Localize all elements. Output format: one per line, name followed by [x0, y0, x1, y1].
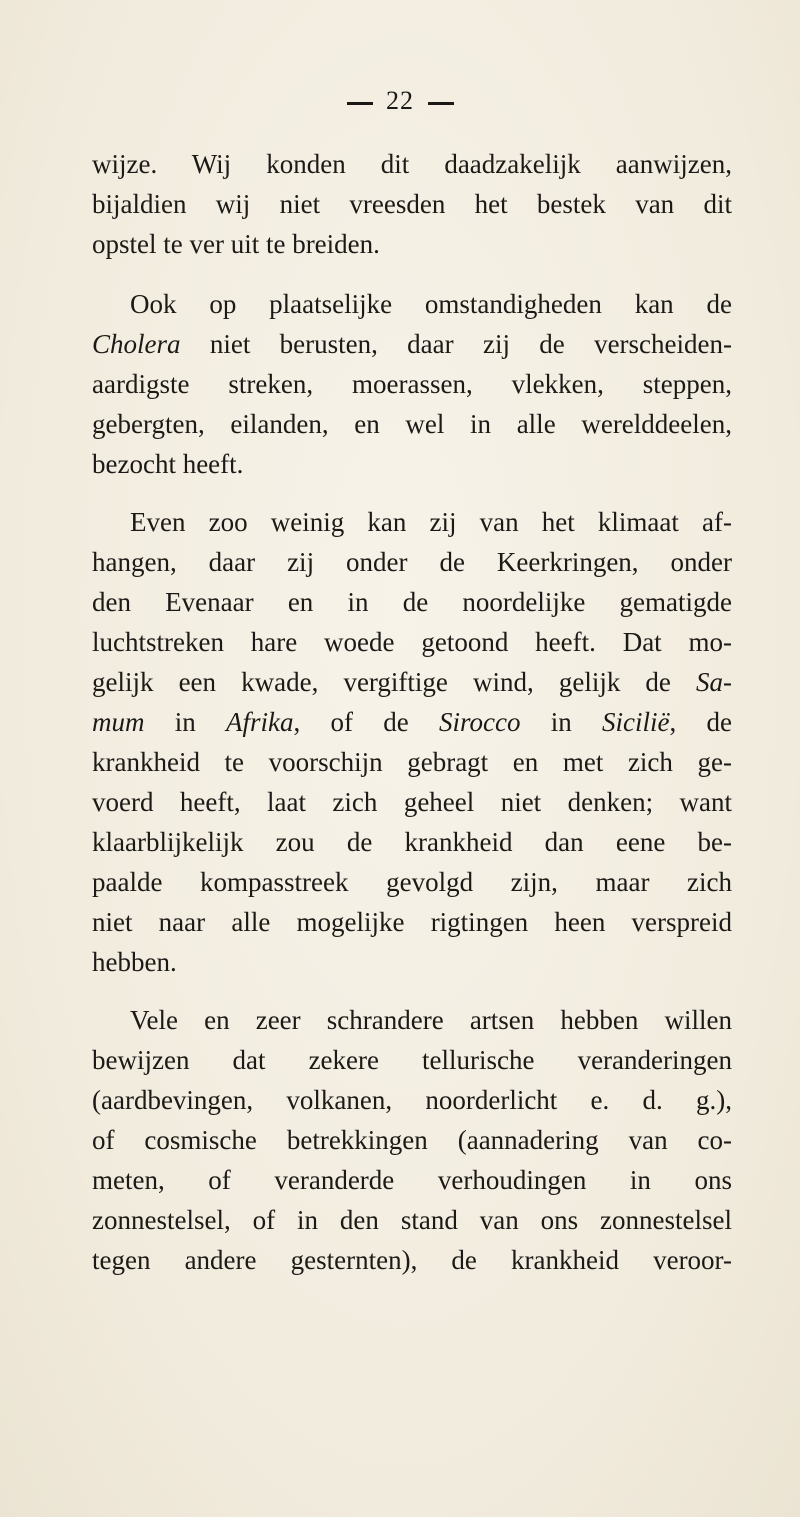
text-line: mum in Afrika, of de Sirocco in Sicilië, de	[92, 707, 732, 737]
text-line: bezocht heeft.	[92, 449, 244, 479]
text-line: Cholera niet berusten, daar zij de verscheiden-	[92, 329, 732, 359]
text-line: Vele en zeer schrandere artsen hebben willen	[130, 1005, 732, 1035]
right-ornament-dash	[428, 102, 454, 105]
text-line: hangen, daar zij onder de Keerkringen, onder	[92, 547, 732, 577]
page-number: 22	[386, 86, 414, 115]
paragraph-1	[92, 144, 732, 264]
text-line: klaarblijkelijk zou de krankheid dan eene be-	[92, 827, 732, 857]
text-line: niet naar alle mogelijke rigtingen heen verspreid	[92, 907, 732, 937]
text-line: wijze. Wij konden dit daadzakelijk aanwijzen,	[92, 149, 732, 179]
paragraph-3	[92, 502, 732, 982]
term-sicilie: Sicilië	[602, 707, 670, 737]
left-ornament-dash	[347, 102, 373, 105]
text-line: (aardbevingen, volkanen, noorderlicht e. d. g.),	[92, 1085, 732, 1115]
term-sirocco: Sirocco	[439, 707, 521, 737]
text-line: Ook op plaatselijke omstandigheden kan de	[130, 289, 732, 319]
text-line: meten, of veranderde verhoudingen in ons	[92, 1165, 732, 1195]
text-line: Even zoo weinig kan zij van het klimaat af-	[130, 507, 732, 537]
text-line: hebben.	[92, 947, 177, 977]
text-line: bijaldien wij niet vreesden het bestek van dit	[92, 189, 732, 219]
text-line: bewijzen dat zekere tellurische veranderingen	[92, 1045, 732, 1075]
page-header	[0, 86, 800, 116]
text-line: tegen andere gesternten), de krankheid veroor-	[92, 1245, 732, 1275]
text-line: zonnestelsel, of in den stand van ons zonnestelsel	[92, 1205, 732, 1235]
term-afrika: Afrika	[226, 707, 294, 737]
text-line: voerd heeft, laat zich geheel niet denken; want	[92, 787, 732, 817]
text-line: of cosmische betrekkingen (aannadering van co-	[92, 1125, 732, 1155]
text-line: luchtstreken hare woede getoond heeft. Dat mo-	[92, 627, 732, 657]
paragraph-4	[92, 1000, 732, 1280]
term-cholera: Cholera	[92, 329, 181, 359]
text-line: paalde kompasstreek gevolgd zijn, maar zich	[92, 867, 732, 897]
text-line: gelijk een kwade, vergiftige wind, gelijk de Sa-	[92, 667, 732, 697]
text-line: opstel te ver uit te breiden.	[92, 229, 380, 259]
text-line: den Evenaar en in de noordelijke gematigde	[92, 587, 732, 617]
paragraph-2	[92, 284, 732, 484]
term-samum: Sa-	[696, 667, 732, 697]
text-line: aardigste streken, moerassen, vlekken, steppen,	[92, 369, 732, 399]
text-line: gebergten, eilanden, en wel in alle werelddeelen,	[92, 409, 732, 439]
text-line: krankheid te voorschijn gebragt en met zich ge-	[92, 747, 732, 777]
